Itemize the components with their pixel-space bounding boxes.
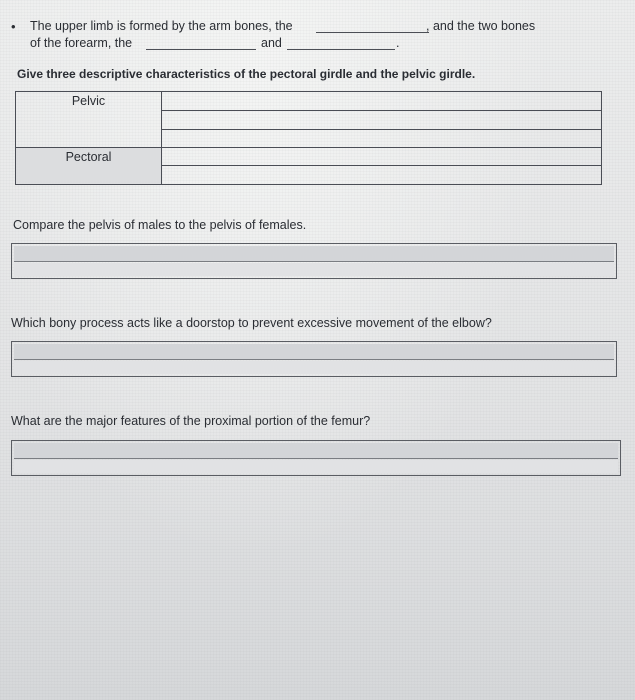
q1-text-line1-start: The upper limb is formed by the arm bones, the	[30, 19, 293, 33]
q2-prompt: Give three descriptive characteristics of the pectoral girdle and the pelvic girdle.	[17, 67, 476, 81]
q4-prompt: Which bony process acts like a doorstop to prevent excessive movement of the elbow?	[11, 316, 492, 330]
q4-answer-box[interactable]	[11, 341, 617, 377]
q1-text-and: and	[261, 36, 282, 50]
label-pelvic: Pelvic	[16, 92, 162, 148]
pectoral-answer-cell-2[interactable]	[162, 166, 602, 185]
pectoral-answer-cell-1[interactable]	[162, 148, 602, 166]
q1-text-line1-end: , and the two bones	[426, 19, 536, 33]
table-row-pelvic	[16, 92, 602, 111]
q1-blank-arm-bone[interactable]	[316, 32, 429, 33]
pelvic-answer-cell-3[interactable]	[162, 130, 602, 148]
girdle-characteristics-table	[15, 91, 602, 185]
q5-answer-box[interactable]	[11, 440, 621, 476]
q1-blank-forearm-bone-2[interactable]	[287, 49, 395, 50]
label-pectoral: Pectoral	[16, 148, 162, 185]
q3-prompt: Compare the pelvis of males to the pelvis of females.	[13, 218, 307, 232]
q3-answer-box[interactable]	[11, 243, 617, 279]
q5-prompt: What are the major features of the proximal portion of the femur?	[11, 414, 371, 428]
pelvic-answer-cell-2[interactable]	[162, 111, 602, 130]
q1-text-line2-start: of the forearm, the	[30, 36, 133, 50]
pelvic-answer-cell-1[interactable]	[162, 92, 602, 111]
q1-blank-forearm-bone-1[interactable]	[146, 49, 256, 50]
q1-text-period: .	[396, 36, 400, 50]
bullet-icon: •	[11, 19, 16, 34]
table-row-pectoral	[16, 148, 602, 166]
